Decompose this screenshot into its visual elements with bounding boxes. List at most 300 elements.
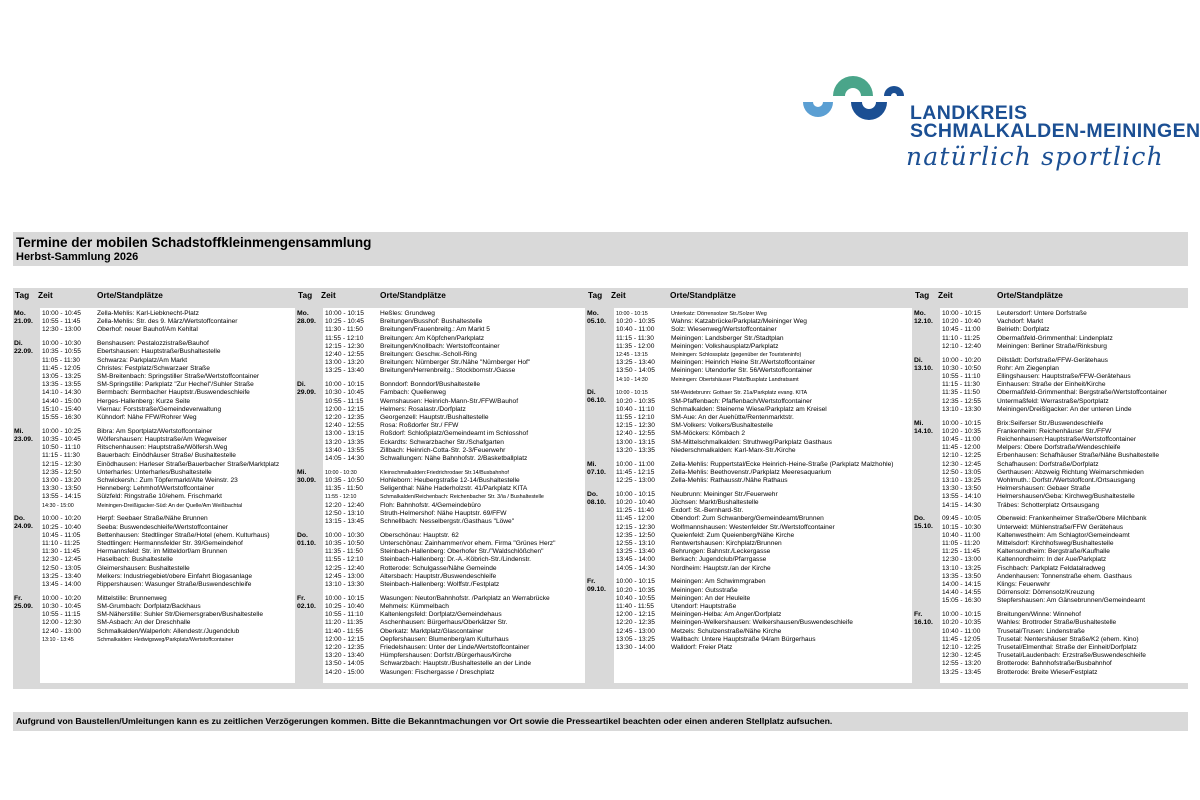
column-header <box>296 290 585 304</box>
district-logo <box>800 68 1200 180</box>
entry-place: Struth-Helmershof: Nähe Hauptstr. 69/FFW <box>380 509 507 517</box>
entry-time: 11:35 - 12:00 <box>616 342 655 350</box>
schedule-entry <box>616 310 767 318</box>
schedule-entry <box>42 556 173 564</box>
entry-time: 10:00 - 10:15 <box>325 594 364 602</box>
schedule-entry <box>616 595 750 603</box>
entry-place: Schnellbach: Nesselbergstr./Gasthaus "Löwe" <box>380 518 515 525</box>
schedule-entry <box>325 343 500 351</box>
entry-place: Melpers: Obere Dorfstraße/Wendeschleife <box>997 444 1121 452</box>
entry-time: 14:05 - 14:30 <box>325 455 364 462</box>
entry-place: Breitungen/Herrenbreitg.: Stockbornstr./Gasse <box>380 367 516 375</box>
entry-time: 10:25 - 10:45 <box>325 318 364 326</box>
entry-time: 13:50 - 14:05 <box>325 660 364 668</box>
schedule-entry <box>42 581 251 589</box>
entry-place: Unterharles: Unterharles/Bushaltestelle <box>97 468 212 476</box>
schedule-entry <box>325 540 555 548</box>
entry-time: 12:15 - 12:30 <box>616 523 655 531</box>
date: 15.10. <box>914 523 933 531</box>
day-label <box>914 310 940 326</box>
footer-note <box>13 712 1188 731</box>
weekday: Di. <box>914 356 923 364</box>
header-place: Orte/Standplätze <box>97 290 163 300</box>
entry-place: Trusetal: Nentershäuser Straße/K2 (ehem. Kino) <box>997 635 1139 643</box>
entry-place: SM-Weidebrunn: Gothaer Str. 21a/Parkplatz evang. KITA <box>671 390 808 397</box>
entry-place: Dörrensolz: Dörrensolz/Kreuzung <box>997 589 1095 597</box>
day-label <box>587 310 613 326</box>
entry-place: Schafhausen: Dorfstraße/Dorfplatz <box>997 460 1099 468</box>
entry-time: 12:00 - 12:15 <box>616 611 655 619</box>
entry-place: Andenhausen: Tonnenstraße ehem. Gasthaus <box>997 572 1132 580</box>
entry-time: 12:20 - 12:40 <box>325 501 364 509</box>
entry-place: Trusetal/Laudenbach: Erzstraße/Buswendeschleife <box>997 652 1146 660</box>
weekday: Do. <box>587 490 598 498</box>
schedule-entry <box>325 619 508 627</box>
day-label <box>587 578 613 594</box>
schedule-entry <box>942 485 1090 493</box>
entry-place: Seeba: Buswendeschleife/Wertstoffcontainer <box>97 523 228 531</box>
entry-place: SM-Asbach: An der Dreschhalle <box>97 619 191 627</box>
schedule-entry <box>325 389 446 397</box>
entry-time: 11:45 - 12:00 <box>942 444 981 452</box>
schedule-entry <box>42 461 279 469</box>
entry-time: 13:30 - 13:50 <box>42 485 81 493</box>
schedule-entry <box>325 485 527 493</box>
column-header <box>13 290 295 304</box>
schedule-column <box>13 288 295 689</box>
entry-place: Kleinschmalkalden:Friedrichrodaer Str.14/Busbahnhof <box>380 469 509 476</box>
entry-time: 10:50 - 11:10 <box>42 444 81 452</box>
entry-time: 13:20 - 13:40 <box>325 652 364 660</box>
entry-place: Bauerbach: Einödhäuser Straße/ Bushaltestelle <box>97 452 236 460</box>
entry-time: 10:35 - 10:50 <box>325 540 364 547</box>
date: 07.10. <box>587 468 606 476</box>
entry-time: 10:00 - 10:15 <box>942 611 981 619</box>
date: 23.09. <box>14 435 33 443</box>
schedule-entry <box>325 565 497 573</box>
entry-time: 10:00 - 10:15 <box>616 578 655 586</box>
entry-place: Ritschenhausen: Hauptstraße/Wölfersh.Weg <box>97 444 228 452</box>
weekday: Fr. <box>14 594 23 602</box>
entry-time: 12:25 - 13:00 <box>616 477 655 484</box>
header-day: Tag <box>298 290 313 300</box>
weekday: Di. <box>587 389 596 397</box>
schedule-entry <box>616 376 799 384</box>
entry-place: Exdorf: St.-Bernhard-Str. <box>671 507 744 515</box>
logo-slogan: natürlich sportlich <box>906 142 1164 171</box>
schedule-entry <box>942 669 1097 677</box>
entry-place: Schmalkalden/Reichenbach: Reichenbacher Str. 3/ia / Bushaltestelle <box>380 494 544 501</box>
schedule-entry <box>325 381 480 389</box>
entry-time: 10:45 - 11:00 <box>942 436 981 443</box>
schedule-entry <box>942 428 1111 436</box>
entry-place: Einhausen: Straße der Einheit/Kirche <box>997 381 1106 389</box>
entry-time: 11:40 - 11:55 <box>325 627 363 635</box>
schedule-entry <box>616 515 824 523</box>
entry-time: 12:00 - 12:30 <box>42 619 81 627</box>
logo-mark-icon <box>800 68 906 128</box>
schedule-entry <box>325 603 449 611</box>
entry-place: Breitungen/Knollbach: Wertstoffcontainer <box>380 342 500 350</box>
entry-place: Wasungen: Neutor/Bahnhofstr. /Parkplatz an Werrabrücke <box>380 594 550 602</box>
entry-time: 11:45 - 12:05 <box>42 364 81 372</box>
header-time: Zeit <box>38 290 53 300</box>
schedule-entry <box>616 326 777 334</box>
schedule-entry <box>325 447 505 455</box>
day-label <box>914 357 940 373</box>
entry-place: Metzels: Schulzenstraße/Nähe Kirche <box>671 627 782 635</box>
day-label <box>914 420 940 436</box>
entry-place: Erbenhausen: Schafhäuser Straße/Nähe Bushaltestelle <box>997 452 1160 460</box>
entry-time: 11:45 - 12:05 <box>942 635 981 643</box>
entry-time: 14:40 - 14:55 <box>942 589 981 597</box>
entry-place: Obermaßfeld-Grimmenthal: Bergstraße/Wertstoffcontainer <box>997 389 1167 397</box>
entry-place: Herpf: Seebaer Straße/Nähe Brunnen <box>97 515 208 523</box>
entry-time: 11:55 - 12:10 <box>325 334 364 342</box>
schedule-entry <box>616 447 796 455</box>
schedule-entry <box>942 652 1146 660</box>
schedule-entry <box>325 318 482 326</box>
entry-place: Wallbach: Untere Hauptstraße 94/am Bürgerhaus <box>671 635 816 643</box>
schedule-entry <box>42 548 227 556</box>
entry-place: Haselbach: Bushaltestelle <box>97 556 173 564</box>
schedule-entry <box>616 398 812 406</box>
entry-place: Schmalkalden: Hedwigsweg/Parkplatz/Wertstoffcontainer <box>97 636 234 643</box>
date: 25.09. <box>14 602 33 610</box>
entry-time: 10:35 - 10:50 <box>325 477 364 484</box>
entry-place: Fambach: Quellenweg <box>380 389 446 397</box>
entry-place: Aschenhausen: Bürgerhaus/Oberkätzer Str. <box>380 619 508 627</box>
entry-place: Einödhausen: Harleser Straße/Bauerbacher Straße/Marktplatz <box>97 460 280 468</box>
entry-place: Mehmels: Kümmelbach <box>380 603 449 610</box>
schedule-entry <box>616 469 831 477</box>
entry-place: Wahles: Brottroder Straße/Bushaltestelle <box>997 619 1117 627</box>
schedule-entry <box>42 340 209 348</box>
entry-place: Queienfeld: Zum Queienberg/Nähe Kirche <box>671 531 795 539</box>
entry-place: Meiningen: Am Schwimmgraben <box>671 578 766 586</box>
entry-time: 12:45 - 13:15 <box>616 352 648 358</box>
entry-time: 10:40 - 11:00 <box>942 627 981 635</box>
entry-place: Klings: Feuerwehr <box>997 581 1051 588</box>
schedule-entry <box>616 587 738 595</box>
schedule-entry <box>942 477 1135 485</box>
entry-place: Oberschönau: Hauptstr. 62 <box>380 531 459 539</box>
schedule-entry <box>325 351 477 359</box>
page-title: Termine der mobilen Schadstoffkleinmengensammlung <box>16 235 372 250</box>
day-label <box>587 389 613 405</box>
entry-place: Utendorf: Hauptstraße <box>671 603 737 610</box>
entry-time: 10:45 - 11:00 <box>942 326 981 334</box>
entry-time: 10:00 - 10:30 <box>42 340 81 348</box>
schedule-entry <box>616 540 782 548</box>
schedule-entry <box>42 444 227 452</box>
entry-time: 12:55 - 13:20 <box>942 660 981 668</box>
entry-place: Steinbach-Hallenberg: Wolffstr./Festplatz <box>380 581 500 588</box>
schedule-entry <box>42 452 236 460</box>
schedule-entry <box>942 310 1087 318</box>
schedule-table <box>13 288 1188 689</box>
entry-place: Schmalkalden/Walperloh: Allendestr./Jugendclub <box>97 627 240 635</box>
entry-place: Wahns: Katzabrücke/Parkplatz/Meininger Weg <box>671 318 807 326</box>
entry-place: Bibra: Am Sportplatz/Wertstoffcontainer <box>97 427 213 435</box>
entry-place: Benshausen: Pestalozzistraße/Bauhof <box>97 340 209 348</box>
entry-place: Bonndorf: Bonndorf/Bushaltestelle <box>380 381 481 389</box>
entry-place: Mittelsdorf: Kirchhofsweg/Bushaltestelle <box>997 540 1114 547</box>
entry-place: Träbes: Schotterplatz Ortsausgang <box>997 501 1100 509</box>
schedule-entry <box>325 518 514 526</box>
entry-place: Unterkatz: Dörrensolzer Str./Solzer Weg <box>671 311 767 317</box>
entry-time: 13:00 - 13:15 <box>616 438 655 446</box>
schedule-entry <box>325 652 512 660</box>
schedule-entry <box>616 461 893 469</box>
schedule-entry <box>325 430 528 438</box>
entry-time: 13:00 - 13:20 <box>325 359 364 367</box>
day-label <box>14 340 40 356</box>
day-label <box>297 469 323 485</box>
entry-place: Herges-Hallenberg: Kurze Seite <box>97 397 191 405</box>
entry-place: Steinbach-Hallenberg: Dr.-A.-Köbrich-Str./Lindenstr. <box>380 556 531 564</box>
entry-time: 13:25 - 13:40 <box>616 359 655 367</box>
schedule-entry <box>325 439 504 447</box>
entry-place: Obermaßfeld-Grimmenthal: Lindenplatz <box>997 334 1113 342</box>
entry-place: Rosa: Roßdorfer Str./ FFW <box>380 422 459 430</box>
entry-time: 12:40 - 12:55 <box>616 430 655 438</box>
entry-time: 10:55 - 11:15 <box>325 397 364 405</box>
schedule-entry <box>616 439 832 447</box>
schedule-entry <box>42 428 212 436</box>
entry-place: Zillbach: Heinrich-Cotta-Str. 2-3/Feuerwehr <box>380 446 506 454</box>
entry-time: 12:30 - 13:00 <box>942 556 981 564</box>
date: 22.09. <box>14 348 33 356</box>
schedule-column <box>296 288 585 689</box>
entry-place: Wasungen: Fischergasse / Dreschplatz <box>380 668 495 676</box>
entry-time: 13:35 - 13:55 <box>42 381 81 389</box>
entry-place: Wernshausen: Heinrich-Mann-Str./FFW/Bauhof <box>380 397 519 405</box>
entry-time: 11:35 - 11:50 <box>325 548 363 556</box>
entry-time: 11:30 - 11:50 <box>325 326 363 334</box>
schedule-entry <box>942 502 1099 510</box>
entry-time: 14:40 - 15:00 <box>42 397 81 405</box>
schedule-entry <box>42 565 190 573</box>
weekday: Mi. <box>914 419 924 427</box>
schedule-entry <box>325 326 490 334</box>
entry-time: 10:15 - 10:30 <box>942 523 981 531</box>
schedule-entry <box>616 318 807 326</box>
entry-place: Walldorf: Freier Platz <box>671 644 733 651</box>
day-label <box>14 310 40 326</box>
schedule-entry <box>325 669 494 677</box>
entry-place: Unterschönau: Zainhammer/vor ehem. Firma "Grünes Herz" <box>380 540 556 547</box>
schedule-entry <box>942 660 1112 668</box>
schedule-entry <box>616 636 816 644</box>
schedule-entry <box>942 644 1137 652</box>
weekday: Di. <box>297 381 306 389</box>
entry-place: Oepfershausen: Blumenberg/am Kulturhaus <box>380 635 509 643</box>
day-label <box>914 515 940 531</box>
entry-place: Meiningen: Volkshausplatz/Parkplatz <box>671 342 779 350</box>
entry-time: 10:55 - 11:10 <box>325 611 364 619</box>
schedule-entry <box>325 510 506 518</box>
entry-place: Bermbach: Bermbacher Hauptstr./Buswendeschleife <box>97 389 250 397</box>
entry-place: Meiningen-Dreißigacker-Süd: An der Quelle/Am Weißbachtal <box>97 502 243 509</box>
entry-time: 12:15 - 12:30 <box>616 422 655 430</box>
entry-time: 13:25 - 13:45 <box>942 668 981 676</box>
entry-place: Georgenzell: Hauptstr./Bushaltestelle <box>380 414 489 421</box>
schedule-entry <box>42 348 221 356</box>
date: 30.09. <box>297 476 316 484</box>
entry-time: 12:15 - 12:30 <box>325 342 364 350</box>
entry-time: 12:40 - 12:55 <box>325 351 364 358</box>
schedule-entry <box>325 335 484 343</box>
entry-time: 13:00 - 13:15 <box>325 430 364 438</box>
schedule-entry <box>325 644 529 652</box>
schedule-entry <box>616 548 770 556</box>
entry-place: Trusetal/Elmenthal: Straße der Einheit/Dorfplatz <box>997 644 1137 651</box>
schedule-entry <box>942 548 1110 556</box>
title-bar <box>13 232 1188 266</box>
entry-time: 10:00 - 10:15 <box>325 381 364 389</box>
entry-place: Zella-Mehlis: Str. des 9. März/Wertstoffcontainer <box>97 318 238 326</box>
weekday: Fr. <box>587 578 596 586</box>
entry-place: Niederschmalkalden: Karl-Marx-Str./Kirche <box>671 446 796 454</box>
entry-place: Brotterode: Breite Wiese/Festplatz <box>997 668 1098 676</box>
entry-time: 12:20 - 12:35 <box>325 414 364 421</box>
weekday: Mo. <box>297 310 309 317</box>
schedule-entry <box>325 422 458 430</box>
schedule-entry <box>616 532 794 540</box>
header-time: Zeit <box>938 290 953 300</box>
entry-place: Behrungen: Bahnstr./Leckergasse <box>671 548 771 556</box>
entry-place: Zella-Mehlis: Karl-Liebknecht-Platz <box>97 310 199 317</box>
entry-time: 13:10 - 13:30 <box>942 405 981 413</box>
schedule-entry <box>616 565 771 573</box>
entry-place: Rentwertshausen: Kirchplatz/Brunnen <box>671 540 782 547</box>
entry-place: Kühndorf: Nähe FFW/Rohrer Weg <box>97 414 197 421</box>
entry-time: 15:55 - 16:30 <box>42 414 81 421</box>
schedule-entry <box>42 318 237 326</box>
schedule-entry <box>616 578 766 586</box>
entry-place: SM-Möckers: Kömbach 2 <box>671 430 746 438</box>
schedule-column <box>913 288 1188 689</box>
entry-time: 10:20 - 10:40 <box>616 499 655 506</box>
entry-time: 12:55 - 13:10 <box>616 540 655 547</box>
day-label <box>587 491 613 507</box>
weekday: Mo. <box>587 310 599 317</box>
entry-place: Zella-Mehlis: Ruppertstal/Ecke Heinrich-Heine-Straße (Parkplatz Malzhohle) <box>671 460 894 468</box>
date: 14.10. <box>914 427 933 435</box>
entry-time: 12:10 - 12:25 <box>942 452 981 460</box>
schedule-entry <box>325 398 518 406</box>
schedule-entry <box>42 436 227 444</box>
entry-time: 12:30 - 12:45 <box>42 556 81 564</box>
entry-time: 11:05 - 11:30 <box>42 356 80 364</box>
schedule-entry <box>42 619 190 627</box>
entry-place: Obendorf: Zum Schwanberg/Gemeindeamt/Brunnen <box>671 515 824 523</box>
schedule-entry <box>942 335 1113 343</box>
schedule-entry <box>942 398 1109 406</box>
logo-title-line1: LANDKREIS <box>910 102 1028 124</box>
day-label <box>297 310 323 326</box>
schedule-entry <box>942 452 1159 460</box>
entry-place: Schwallungen: Nähe Bahnhofstr. 2/Basketballplatz <box>380 455 528 462</box>
entry-place: Neubrunn: Meininger Str./Feuerwehr <box>671 490 778 498</box>
entry-time: 11:15 - 11:30 <box>42 452 80 460</box>
entry-time: 11:55 - 12:10 <box>325 494 357 501</box>
day-label <box>297 381 323 397</box>
day-column <box>913 308 940 683</box>
schedule-entry <box>942 515 1147 523</box>
entry-place: Christes: Festplatz/Schwarzaer Straße <box>97 364 210 372</box>
header-time: Zeit <box>321 290 336 300</box>
schedule-entry <box>942 556 1106 564</box>
entry-place: Oberkatz: Marktplatz/Glascontainer <box>380 627 484 635</box>
entry-time: 10:20 - 10:35 <box>616 586 655 594</box>
entry-place: Altersbach: Hauptstr./Buswendeschleife <box>380 572 497 580</box>
schedule-entry <box>325 581 499 589</box>
entry-place: Ebertshausen: Hauptstraße/Bushaltestelle <box>97 348 221 356</box>
entry-place: Friedelshausen: Unter der Linde/Wertstoffcontainer <box>380 644 530 651</box>
schedule-entry <box>325 573 496 581</box>
entry-time: 11:10 - 11:25 <box>42 540 80 547</box>
entry-place: SM-Pfaffenbach: Pfaffenbach/Wertstoffcontainer <box>671 397 812 405</box>
entry-place: SM-Breitenbach: Springstiller Straße/Wertstoffcontainer <box>97 373 260 380</box>
schedule-entry <box>42 573 252 581</box>
schedule-entry <box>616 644 732 652</box>
schedule-entry <box>942 357 1108 365</box>
weekday: Mi. <box>297 468 307 476</box>
entry-time: 12:20 - 12:35 <box>325 644 364 651</box>
entry-time: 10:20 - 10:35 <box>942 619 981 627</box>
day-label <box>14 428 40 444</box>
entries-panel <box>323 308 585 683</box>
schedule-entry <box>42 636 233 644</box>
schedule-entry <box>616 477 788 485</box>
schedule-entry <box>325 548 544 556</box>
schedule-entry <box>42 493 222 501</box>
schedule-entry <box>942 469 1144 477</box>
entry-place: Oberhof: neuer Bauhof/Am Kehltal <box>97 326 198 334</box>
entry-place: Wolfmannshausen: Westenfelder Str./Wertstoffcontainer <box>671 523 835 531</box>
entry-place: Untermaßfeld: Werrastraße/Sportplatz <box>997 397 1109 405</box>
entry-place: Oberweid: Frankenheimer Straße/Obere Milchbank <box>997 515 1147 523</box>
schedule-entry <box>42 502 242 510</box>
entry-time: 12:50 - 13:05 <box>942 468 981 476</box>
entry-place: Vachdorf: Markt <box>997 318 1044 326</box>
entry-place: Hohleborn: Heubergstraße 12-14/Bushaltestelle <box>380 477 520 484</box>
schedule-entry <box>942 389 1167 397</box>
entry-place: Meiningen: Heinrich Heine Str./Wertstoffcontainer <box>671 359 816 367</box>
schedule-entry <box>42 595 167 603</box>
entry-time: 11:55 - 12:10 <box>616 414 655 421</box>
schedule-entry <box>42 540 243 548</box>
entry-place: Bettenhausen: Stedtlinger Straße/Hotel (ehem. Kulturhaus) <box>97 531 270 539</box>
entry-place: Kaltenlengsfeld: Dorfplatz/Gemeindehaus <box>380 611 502 619</box>
entry-time: 13:05 - 13:25 <box>616 635 655 643</box>
entry-place: Heßles: Grundweg <box>380 310 435 317</box>
schedule-entry <box>942 493 1135 501</box>
entry-time: 10:55 - 11:15 <box>42 611 81 619</box>
schedule-entry <box>616 507 743 515</box>
entry-place: Dillstädt: Dorfstraße/FFW-Gerätehaus <box>997 356 1108 364</box>
schedule-entry <box>942 628 1085 636</box>
entry-time: 12:00 - 12:15 <box>325 405 364 413</box>
entry-time: 13:25 - 13:40 <box>42 572 81 580</box>
entry-time: 12:10 - 12:25 <box>942 644 981 651</box>
schedule-entry <box>942 326 1049 334</box>
day-label <box>14 515 40 531</box>
date: 29.09. <box>297 389 316 397</box>
schedule-entry <box>616 406 827 414</box>
